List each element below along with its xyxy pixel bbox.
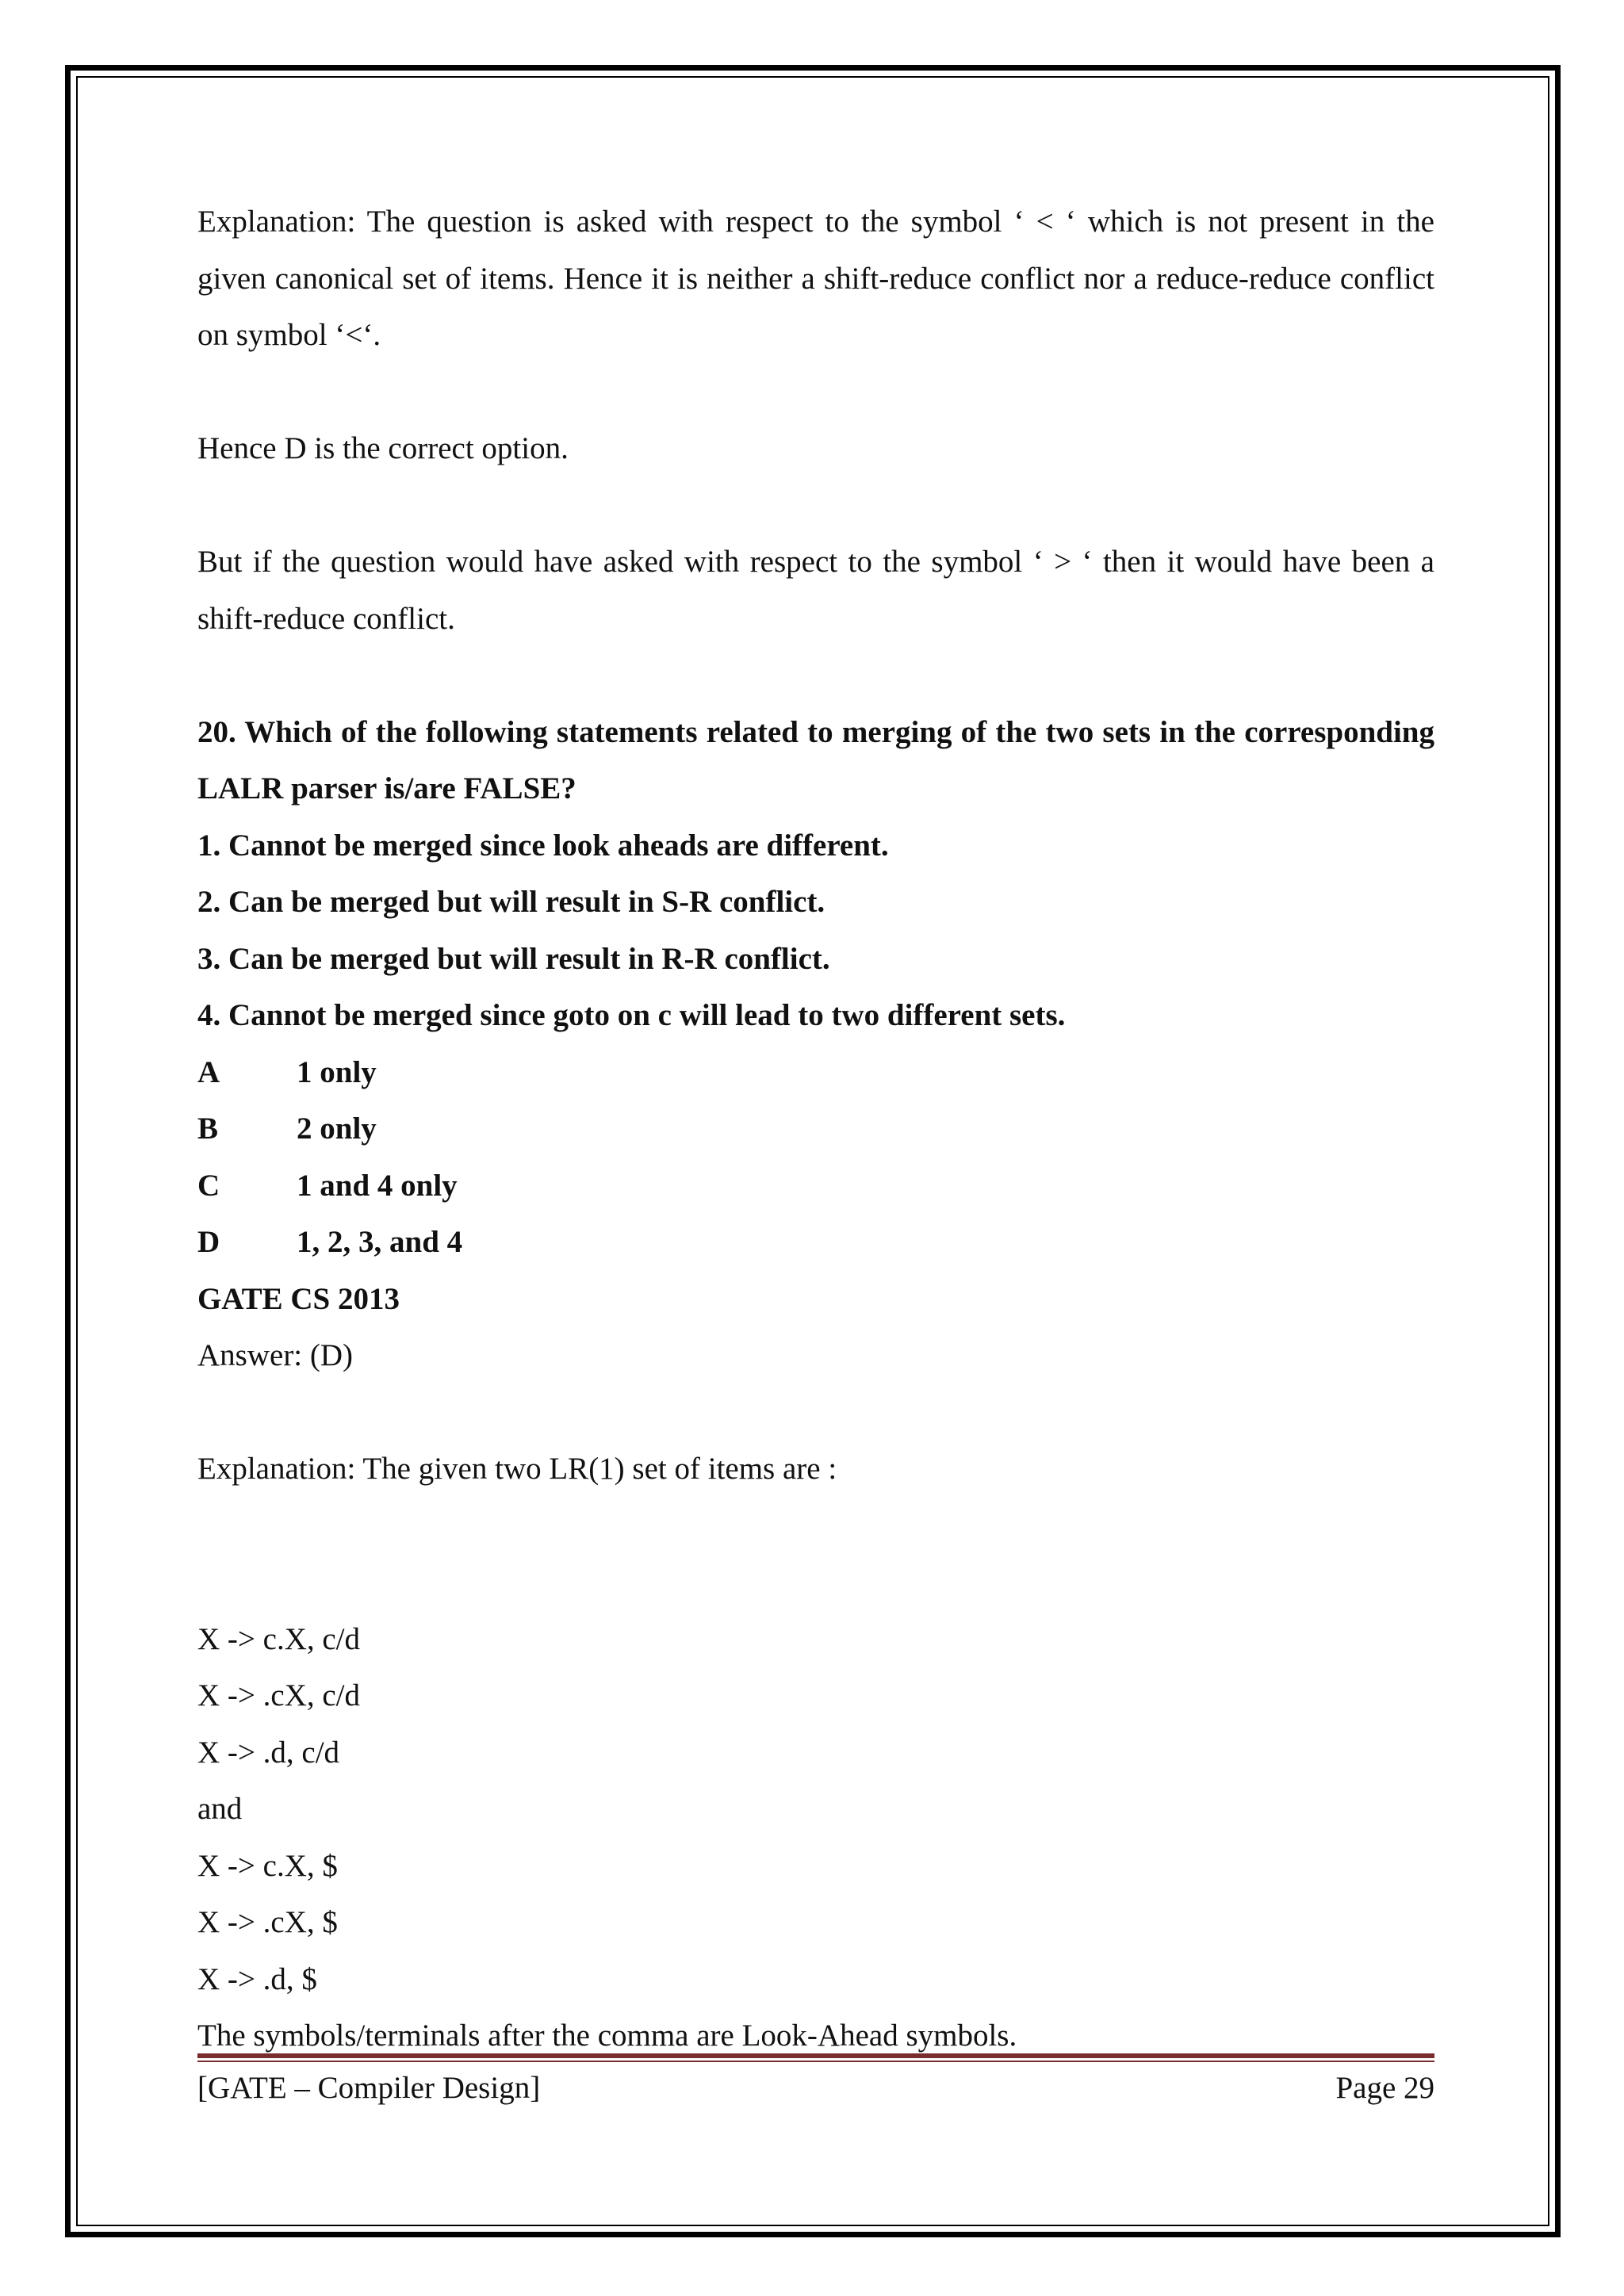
item-line: X -> .d, c/d (197, 1735, 340, 1770)
page-footer (197, 2064, 1434, 2112)
item-line: X -> .cX, c/d (197, 1678, 361, 1712)
option-text: 1 only (297, 1054, 377, 1089)
item-line: X -> c.X, c/d (197, 1621, 361, 1656)
explanation-paragraph: Explanation: The question is asked with respect to the symbol ‘ < ‘ which is not present in the given canonical set of items. Hence it is neither a shift-reduce conflict nor a reduce-reduce conflict on symbol ‘<‘. (197, 205, 1434, 352)
option-letter: C (197, 1168, 220, 1203)
option-c (197, 1158, 1434, 1215)
footer-title: [GATE – Compiler Design] (197, 2071, 541, 2105)
page-number: Page 29 (1335, 2071, 1434, 2105)
question-stem: 20. Which of the following statements related to merging of the two sets in the corresponding LALR parser is/are FALSE? (197, 714, 1434, 806)
question-statement: 4. Cannot be merged since goto on c will lead to two different sets. (197, 998, 1066, 1032)
option-letter: D (197, 1225, 220, 1259)
option-text: 2 only (297, 1112, 377, 1146)
joiner-word: and (197, 1792, 243, 1826)
question-source: GATE CS 2013 (197, 1281, 400, 1316)
page-content (197, 193, 1434, 2064)
lookahead-note: The symbols/terminals after the comma are Look-Ahead symbols. (197, 2019, 1017, 2053)
option-text: 1, 2, 3, and 4 (297, 1225, 463, 1259)
option-text: 1 and 4 only (297, 1168, 458, 1203)
option-a (197, 1044, 1434, 1101)
question-statement: 2. Can be merged but will result in S-R conflict. (197, 885, 825, 919)
item-line: X -> .cX, $ (197, 1905, 338, 1939)
option-d (197, 1214, 1434, 1271)
option-letter: B (197, 1112, 219, 1146)
footer-divider (197, 2053, 1434, 2063)
question-statement: 1. Cannot be merged since look aheads are different. (197, 828, 889, 863)
item-line: X -> .d, $ (197, 1961, 317, 1996)
alternative-paragraph: But if the question would have asked with respect to the symbol ‘ > ‘ then it would have been a shift-reduce conflict. (197, 545, 1434, 636)
item-line: X -> c.X, $ (197, 1848, 338, 1883)
option-letter: A (197, 1054, 220, 1089)
option-b (197, 1100, 1434, 1158)
explanation-lead: Explanation: The given two LR(1) set of items are : (197, 1452, 837, 1486)
conclusion-line: Hence D is the correct option. (197, 431, 569, 465)
question-statement: 3. Can be merged but will result in R-R conflict. (197, 941, 830, 976)
answer-line: Answer: (D) (197, 1338, 354, 1372)
